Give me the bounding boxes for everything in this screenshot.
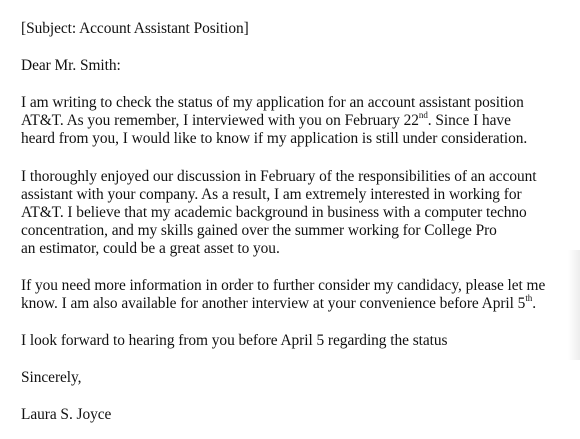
ordinal-suffix-nd: nd bbox=[418, 109, 428, 120]
closing: Sincerely, bbox=[21, 369, 82, 386]
paragraph-2-line-5: an estimator, could be a great asset to you. bbox=[21, 240, 280, 257]
paragraph-2-line-4: concentration, and my skills gained over the summer working for College Pro bbox=[21, 222, 497, 239]
paragraph-2-line-1: I thoroughly enjoyed our discussion in February of the responsibilities of an account bbox=[21, 168, 537, 185]
paragraph-3-line-2-text: know. I am also available for another interview at your convenience before April 5 bbox=[21, 295, 526, 312]
signature-name: Laura S. Joyce bbox=[21, 406, 112, 423]
paragraph-4: I look forward to hearing from you before April 5 regarding the status bbox=[21, 332, 448, 349]
paragraph-1-line-3: heard from you, I would like to know if my application is still under consideration. bbox=[21, 130, 528, 147]
paragraph-1-line-2-end: . Since I have bbox=[427, 112, 511, 129]
paragraph-3-line-2 bbox=[21, 292, 537, 313]
subject-line: [Subject: Account Assistant Position] bbox=[21, 20, 249, 37]
paragraph-3-line-1: If you need more information in order to further consider my candidacy, please let me bbox=[21, 277, 546, 294]
paragraph-1-line-1: I am writing to check the status of my application for an account assistant position bbox=[21, 94, 524, 111]
paragraph-1-line-2-text: AT&T. As you remember, I interviewed with you on February 22 bbox=[21, 112, 419, 129]
salutation: Dear Mr. Smith: bbox=[21, 57, 121, 74]
ordinal-suffix-th: th bbox=[525, 292, 533, 303]
edge-shading bbox=[568, 250, 580, 360]
paragraph-2-line-2: assistant with your company. As a result, I am extremely interested in working for bbox=[21, 186, 522, 203]
paragraph-1-line-2 bbox=[21, 109, 511, 130]
paragraph-2-line-3: AT&T. I believe that my academic background in business with a computer techno bbox=[21, 204, 527, 221]
paragraph-3-line-2-end: . bbox=[532, 295, 537, 312]
